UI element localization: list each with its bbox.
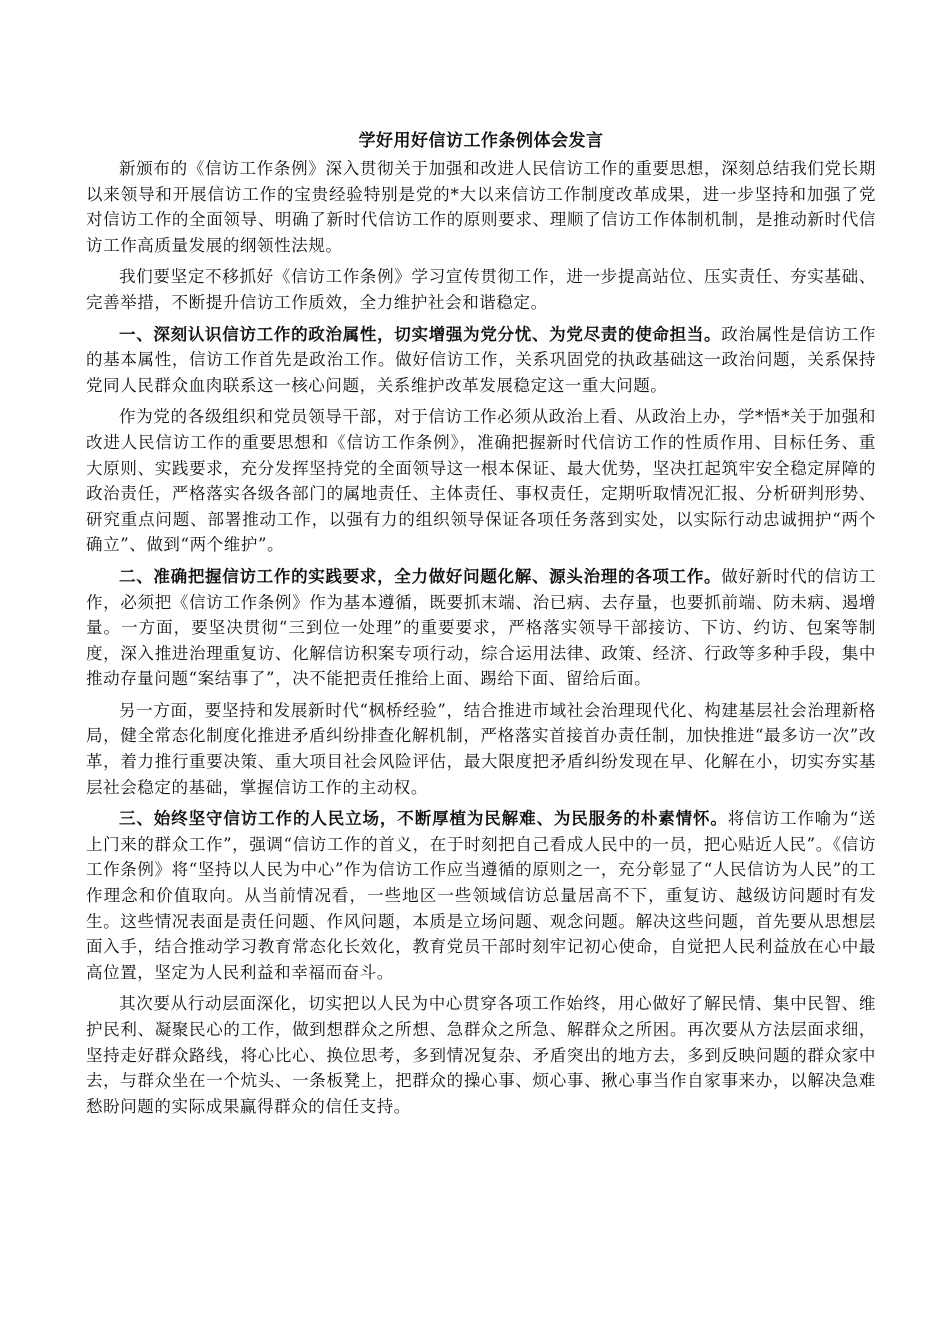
section-1-heading: 一、深刻认识信访工作的政治属性，切实增强为党分忧、为党尽责的使命担当。: [119, 324, 722, 344]
paragraph-4-text: 作为党的各级组织和党员领导干部，对于信访工作必须从政治上看、从政治上办，学*悟*关于加强和改进人民信访工作的重要思想和《信访工作条例》，准确把握新时代信访工作的性质作用、目标任务、重大原则、实践要求，充分发挥坚持党的全面领导这一根本保证、最大优势，坚决扛起筑牢安全稳定屏障的政治责任，严格落实各级各部门的属地责任、主体责任、事权责任，定期听取情况汇报、分析研判形势、研究重点问题、部署推动工作，以强有力的组织领导保证各项任务落到实处，以实际行动忠诚拥护“两个确立”、做到“两个维护”。: [86, 407, 876, 555]
document-title: 学好用好信访工作条例体会发言: [358, 131, 604, 151]
paragraph-8-text: 其次要从行动层面深化，切实把以人民为中心贯穿各项工作始终，用心做好了解民情、集中民智、维护民利、凝聚民心的工作，做到想群众之所想、急群众之所急、解群众之所困。再次要从方法层面求细，坚持走好群众路线，将心比心、换位思考，多到情况复杂、矛盾突出的地方去，多到反映问题的群众家中去，与群众坐在一个炕头、一条板凳上，把群众的操心事、烦心事、揪心事当作自家事来办，以解决急难愁盼问题的实际成果赢得群众的信任支持。: [86, 994, 876, 1116]
paragraph-2: [86, 264, 876, 315]
paragraph-8: [86, 991, 876, 1119]
section-2-heading: 二、准确把握信访工作的实践要求，全力做好问题化解、源头治理的各项工作。: [119, 566, 722, 586]
section-3-heading: 三、始终坚守信访工作的人民立场，不断厚植为民解难、为民服务的朴素情怀。: [119, 809, 728, 829]
paragraph-4: [86, 404, 876, 558]
section-2-text: 做好新时代的信访工作，必须把《信访工作条例》作为基本遵循，既要抓末端、治已病、去存量，也要抓前端、防未病、遏增量。一方面，要坚决贯彻“三到位一处理”的重要要求，严格落实领导干部接访、下访、约访、包案等制度，深入推进治理重复访、化解信访积案专项行动，综合运用法律、政策、经济、行政等多种手段，集中推动存量问题“案结事了”，决不能把责任推给上面、踢给下面、留给后面。: [86, 566, 877, 689]
section-3-text: 将信访工作喻为“送上门来的群众工作”，强调“信访工作的首义，在于时刻把自己看成人民中的一员，把心贴近人民”。《信访工作条例》将“坚持以人民为中心”作为信访工作应当遵循的原则之一，充分彰显了“人民信访为人民”的工作理念和价值取向。从当前情况看，一些地区一些领域信访总量居高不下，重复访、越级访问题时有发生。这些情况表面是责任问题、作风问题，本质是立场问题、观念问题。解决这些问题，首先要从思想层面入手，结合推动学习教育常态化长效化，教育党员干部时刻牢记初心使命，自觉把人民利益放在心中最高位置，坚定为人民利益和幸福而奋斗。: [86, 809, 877, 982]
section-1-paragraph: [86, 322, 876, 399]
section-1-text: 政治属性是信访工作的基本属性，信访工作首先是政治工作。做好信访工作，关系巩固党的执政基础这一政治问题，关系保持党同人民群众血肉联系这一核心问题，关系维护改革发展稳定这一重大问题。: [86, 324, 877, 395]
paragraph-1: [86, 156, 876, 258]
paragraph-6-text: 另一方面，要坚持和发展新时代“枫桥经验”，结合推进市域社会治理现代化、构建基层社会治理新格局，健全常态化制度化推进矛盾纠纷排查化解机制，严格落实首接首办责任制，加快推进“最多访一次”改革，着力推行重要决策、重大项目社会风险评估，最大限度把矛盾纠纷发现在早、化解在小，切实夯实基层社会稳定的基础，掌握信访工作的主动权。: [86, 700, 876, 797]
paragraph-6: [86, 698, 876, 800]
paragraph-2-text: 我们要坚定不移抓好《信访工作条例》学习宣传贯彻工作，进一步提高站位、压实责任、夯实基础、完善举措，不断提升信访工作质效，全力维护社会和谐稳定。: [86, 267, 876, 312]
paragraph-1-text: 新颁布的《信访工作条例》深入贯彻关于加强和改进人民信访工作的重要思想，深刻总结我们党长期以来领导和开展信访工作的宝贵经验特别是党的*大以来信访工作制度改革成果，进一步坚持和加强了党对信访工作的全面领导、明确了新时代信访工作的原则要求、理顺了信访工作体制机制，是推动新时代信访工作高质量发展的纲领性法规。: [86, 159, 876, 255]
section-3-paragraph: [86, 806, 876, 985]
section-2-paragraph: [86, 564, 876, 692]
document-page: [86, 128, 876, 1125]
